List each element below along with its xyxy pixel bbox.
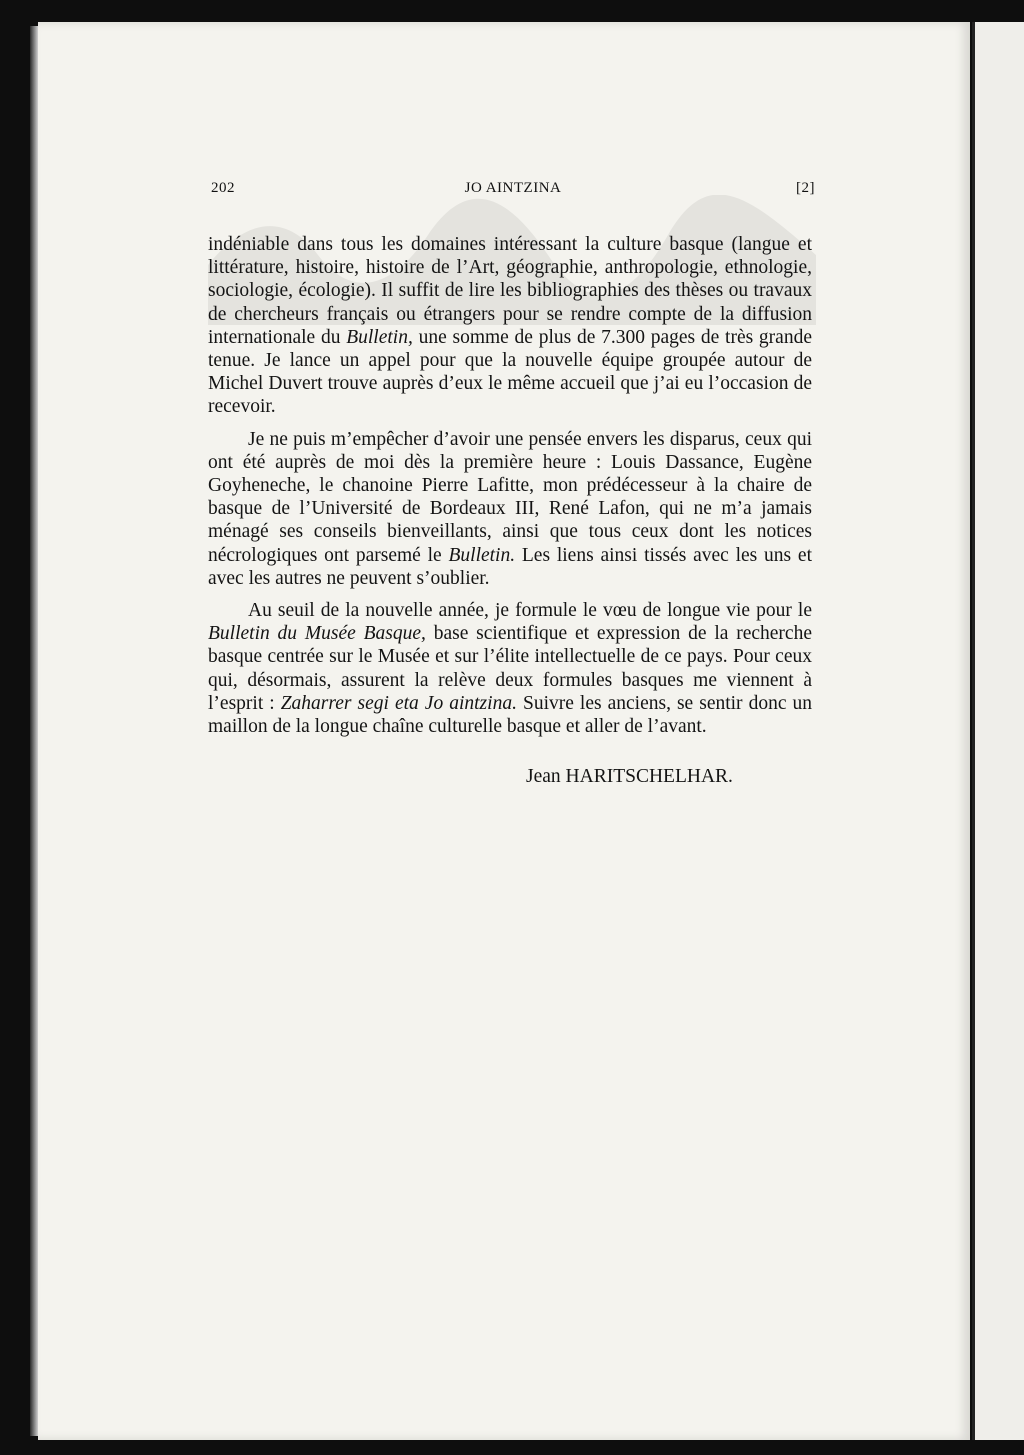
paragraph-1 bbox=[208, 233, 812, 419]
text-run: Les liens ainsi tissés avec les uns et avec les autres ne peuvent s’oublier. bbox=[208, 544, 812, 589]
text-run: une somme de plus de 7.300 pages de très grande tenue. Je lance un appel pour que la nouvelle équipe groupée autour de Michel Duvert trouve auprès d’eux le même accueil que j’ai eu l’occasion de recevoir. bbox=[208, 326, 812, 418]
italic-text: Bulletin du Musée Basque, bbox=[208, 623, 426, 645]
paragraph-2 bbox=[208, 428, 812, 590]
section-marker: [2] bbox=[796, 180, 815, 196]
paragraph-3 bbox=[208, 599, 812, 738]
text-run: indéniable dans tous les domaines intéressant la culture basque (langue et littérature, histoire, histoire de l’Art, géographie, anthropologie, ethnologie, sociologie, écologie). Il suffit de lire les bibliographies des thèses ou travaux de chercheurs français ou étrangers pour se rendre compte de la diffusion internationale du bbox=[208, 234, 812, 348]
running-title: JO AINTZINA bbox=[464, 180, 562, 196]
italic-text: Bulletin. bbox=[448, 544, 516, 566]
page-edge bbox=[30, 26, 38, 1436]
text-run: Suivre les anciens, se sentir donc un maillon de la longue chaîne culturelle basque et aller de l’avant. bbox=[208, 692, 813, 738]
author-signature: Jean HARITSCHELHAR. bbox=[526, 766, 733, 787]
text-run: base scientifique et expression de la recherche basque centrée sur le Musée et sur l’élite intellectuelle de ce pays. Pour ceux qui, désormais, assurent la relève deux formules basques me viennent à l’esprit : bbox=[208, 623, 812, 714]
text-run: Je ne puis m’empêcher d’avoir une pensée envers les disparus, ceux qui ont été auprès de moi dès la première heure : Louis Dassance, Eugène Goyheneche, le chanoine Pierre Lafitte, mon prédécesseur à la chaire de basque de l’Université de Bordeaux III, René Lafon, qui ne m’a jamais ménagé ses conseils bienveillants, ainsi que tous ceux dont les notices nécrologiques ont parsemé le bbox=[208, 428, 812, 566]
page-number: 202 bbox=[211, 180, 235, 196]
italic-text: Zaharrer segi eta Jo aintzina. bbox=[280, 692, 517, 714]
facing-page-edge bbox=[972, 22, 1024, 1440]
italic-text: Bulletin, bbox=[346, 326, 413, 348]
body-text bbox=[208, 233, 812, 747]
text-run: Au seuil de la nouvelle année, je formule le vœu de longue vie pour le bbox=[248, 600, 812, 622]
